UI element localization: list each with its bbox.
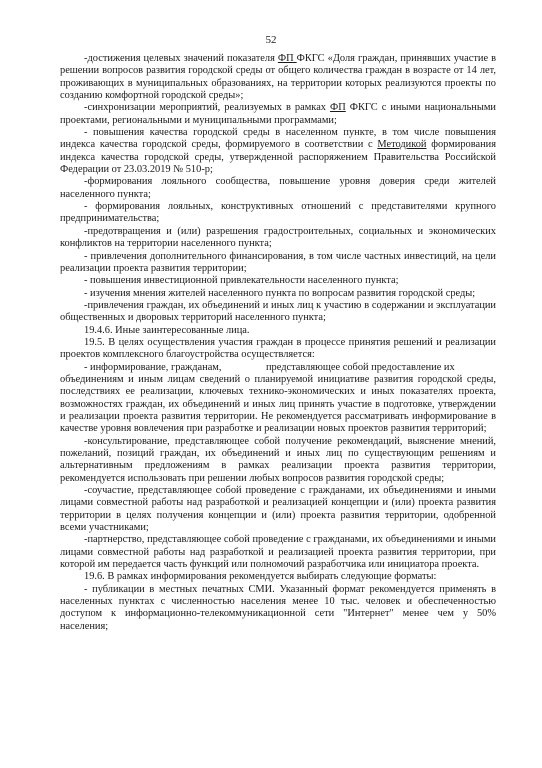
informing-table-row [60,362,496,374]
paragraph-quality-improvement [60,127,496,176]
text: - повышения качества городской среды в населенном пункте, в том числе повышения индекса качества городской среды, формируемого в соответствии с [60,127,496,151]
paragraph-synchronization [60,102,496,127]
fp-link[interactable]: ФП [330,102,346,114]
paragraph-consulting: -консультирование, представляющее собой получение рекомендаций, выяснение мнений, пожеланий, позиций граждан, их объединений и иных лиц по существующим решениям и альтернативным предложениям в рамках реализации проекта развития территории, рекомендуется использовать при решении любых вопросов развития городской среды; [60,435,496,484]
paragraph-print-media: - публикации в местных печатных СМИ. Указанный формат рекомендуется применять в населенных пунктах с численностью населения менее 10 тыс. человек и обеспеченностью доступом к информационно-телекоммуникационной сети "Интернет" менее чем у 50% населения; [60,583,496,632]
paragraph-additional-financing: - привлечения дополнительного финансирования, в том числе частных инвестиций, на цели реализации проекта развития территории; [60,250,496,274]
informing-cell-2: представляющее собой предоставление их [266,361,455,373]
paragraph-business-relations: - формирования лояльных, конструктивных отношений с представителями крупного предпринимательства; [60,201,496,225]
paragraph-co-participation: -соучастие, представляющее собой проведение с гражданами, их объединениями и иными лицами совместной работы над разработкой и реализацией концепции и (или) проекта развития территории в целях получения концепции и (или) проекта развития территории, одобренной всеми участниками; [60,485,496,534]
paragraph-partnership: -партнерство, представляющее собой проведение с гражданами, их объединениями и иными лицами совместной работы над разработкой и реализацией проекта развития территории, при которой им передается часть функций или полномочий разработчика или инициатора проекта. [60,534,496,571]
text: -достижения целевых значений показателя [84,53,278,64]
paragraph-citizen-involvement: -привлечения граждан, их объединений и иных лиц к участию в содержании и эксплуатации общественных и дворовых территорий населенного пункта; [60,299,496,324]
paragraph-investment-attractiveness: - повышения инвестиционной привлекательности населенного пункта; [84,275,399,287]
paragraph-loyal-community: -формирования лояльного сообщества, повышение уровня доверия среди жителей населенного пункта; [60,176,496,200]
document-body [60,53,496,633]
page-number: 52 [265,34,277,46]
text: формирования индекса качества городской среды, утвержденной распоряжением Правительства Российской Федерации от 23.03.2019 № 510-р; [60,139,497,176]
informing-cell-1: - информирование, гражданам, [84,361,222,373]
paragraph-19-6: 19.6. В рамках информирования рекомендуется выбирать следующие форматы: [84,571,437,583]
methodology-link[interactable]: Методикой [377,139,427,151]
text: -синхронизации мероприятий, реализуемых в рамках [84,102,331,114]
text: ФКГС «Доля граждан, принявших участие в решении вопросов развития городской среды от общего количества граждан в возрасте от 14 лет, проживающих в муниципальных образованиях, на территории которых реализуются проекты по созданию комфортной городской среды»; [60,53,496,102]
paragraph-residents-opinion: - изучения мнения жителей населенного пункта по вопросам развития городской среды; [84,287,476,299]
fp-link[interactable]: ФП [277,53,297,64]
paragraph-19-4-6: 19.4.6. Иные заинтересованные лица. [84,324,250,336]
text: ФКГС с иными национальными проектами, региональными и муниципальными программами; [60,102,496,126]
paragraph-19-5: 19.5. В целях осуществления участия граждан в процессе принятия решений и реализации проектов комплексного благоустройства осуществляется: [60,336,496,361]
paragraph-conflict-prevention: -предотвращения и (или) разрешения градостроительных, социальных и экономических конфликтов на территории населенного пункта; [60,225,496,250]
paragraph-informing-continuation: объединениям и иным лицам сведений о планируемой инициативе развития городской среды, последствиях ее реализации, ключевых технико-экономических и иных показателях проекта, возможностях граждан, их объединений и иных лиц принять участие в подготовке, утверждении и реализации проекта развития территории. Не рекомендуется рассматривать информирование в качестве уровня вовлечения при разработке и реализации новых проектов развития территорий; [60,373,496,435]
paragraph-goal-indicator [60,53,496,102]
